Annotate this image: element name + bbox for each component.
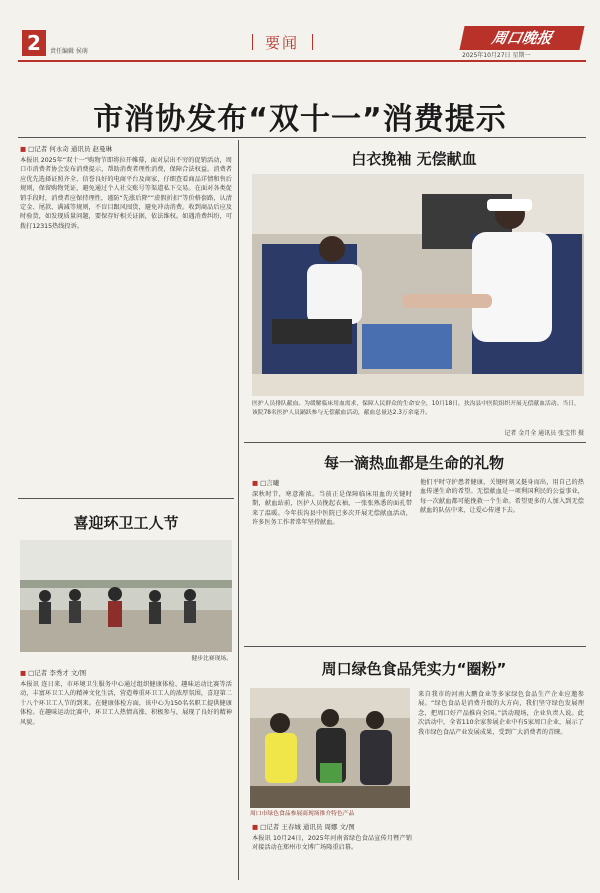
page-number: 2 (22, 30, 46, 56)
editor-line: 责任编辑 侯萌 (50, 48, 88, 55)
green-food-photo-caption: 周口市绿色食品参展商现场推介特色产品 (250, 811, 355, 817)
green-food-body-right: 来自我市的河南大鹏食业等多家绿色食品生产企业应邀参展。“绿色食品是消费升级的大方向，我们坚守绿色发展理念，把周口好产品推向全国。”活动现场，企业负责人说。此次活动中，全省110余家参展企业中有5家周口企业，展示了我市绿色食品产业发展成果，受到广大消费者的青睐。 (418, 691, 584, 736)
green-food-photo (250, 688, 410, 808)
header-rule (18, 60, 586, 62)
divider (312, 34, 313, 50)
page-header (0, 0, 600, 60)
green-food-title: 周口绿色食品凭实力“圈粉” (321, 660, 507, 678)
column-divider (238, 140, 239, 880)
green-food-byline: ■ □记者 王春城 通讯员 周娜 文/图 (252, 823, 355, 831)
blood-article-body-left: 深秋时节，寒意渐浓。当前正是保障临床用血的关键时期，献血站前，医护人员挽起衣袖，一张张熟悉的面孔带来了温暖。今年扶沟县中医院已多次开展无偿献血活动，许多医务工作者常年坚持献血。 (252, 491, 412, 527)
divider (244, 442, 586, 443)
divider (18, 137, 586, 138)
green-food-body-left: 本报讯 10月24日，2025年河南省绿色食品宣传月暨产销对接活动在郑州市文博广场隆重启幕。 (252, 835, 412, 852)
blood-article-title: 每一滴热血都是生命的礼物 (323, 454, 504, 472)
main-byline: ■ □记者 何永奇 通讯员 赵曼琳 (20, 145, 112, 153)
blood-photo-credit: 记者 金月全 通讯员 张宝伟 摄 (504, 430, 584, 437)
section-name: 要闻 (265, 34, 300, 52)
blood-donation-title: 白衣挽袖 无偿献血 (351, 150, 477, 168)
main-article-body: 本报讯 2025年“双十一”购物节即将拉开帷幕，面对层出不穷的促销活动，周口市消费者协会发布消费提示，帮助消费者理性消费，保障合法权益。消费者应优先选择证照齐全、信誉良好的电商平台及商家，仔细查看商品详情和售后规则，保留购物凭证，避免通过个人社交账号等渠道私下交易。在面对各类促销手段时，消费者应保持理性，谨防“先涨后降”“虚假折扣”等价格套路，认清定金、尾款、满减等规则，不盲目跟风囤货，避免冲动消费。收到商品后应及时验货，如发现质量问题，要保存好相关证据，依法维权。如遇消费纠纷，可拨打12315热线投诉。 (20, 157, 232, 230)
main-headline: 市消协发布“双十一”消费提示 (93, 102, 507, 137)
festival-byline: ■ □记者 李秀才 文/图 (20, 669, 87, 677)
festival-title: 喜迎环卫工人节 (73, 514, 179, 532)
blood-photo-caption: 医护人员排队献血。为缓解临床用血需求，保障人民群众的生命安全，10月18日，扶沟县中医院组织开展无偿献血活动。当日，该院78名医护人员踊跃参与无偿献血活动，献血总量达2.3万余毫升。 (252, 401, 580, 416)
festival-photo (20, 540, 232, 652)
blood-article-byline: ■ □言曦 (252, 479, 280, 487)
festival-body: 本报讯 连日来，市环境卫生服务中心通过组织健康体检、趣味运动比赛等活动，丰富环卫工人的精神文化生活，营造尊重环卫工人的浓厚氛围，喜迎第二十八个环卫工人节的到来。在健康体检方面，该中心为150名名职工提供健康体检。在趣味运动比赛中，环卫工人热情高涨、积极参与，展现了良好的精神风貌。 (20, 681, 232, 726)
festival-photo-caption: 健步比赛现场。 (191, 656, 232, 662)
blood-donation-photo (252, 174, 584, 396)
divider (18, 498, 234, 499)
newspaper-logo: 周口晚报 (459, 26, 584, 50)
blood-article-body-right: 他们平时守护患者健康，关键时刻又挺身而出，用自己的热血传递生命的希望。无偿献血是一项利国利民的公益事业，每一次献血都可能挽救一个生命。希望更多的人加入到无偿献血的队伍中来，让爱心传递下去。 (420, 479, 584, 515)
divider (244, 646, 586, 647)
issue-date: 2025年10月27日 星期一 (462, 52, 531, 59)
divider (252, 34, 253, 50)
